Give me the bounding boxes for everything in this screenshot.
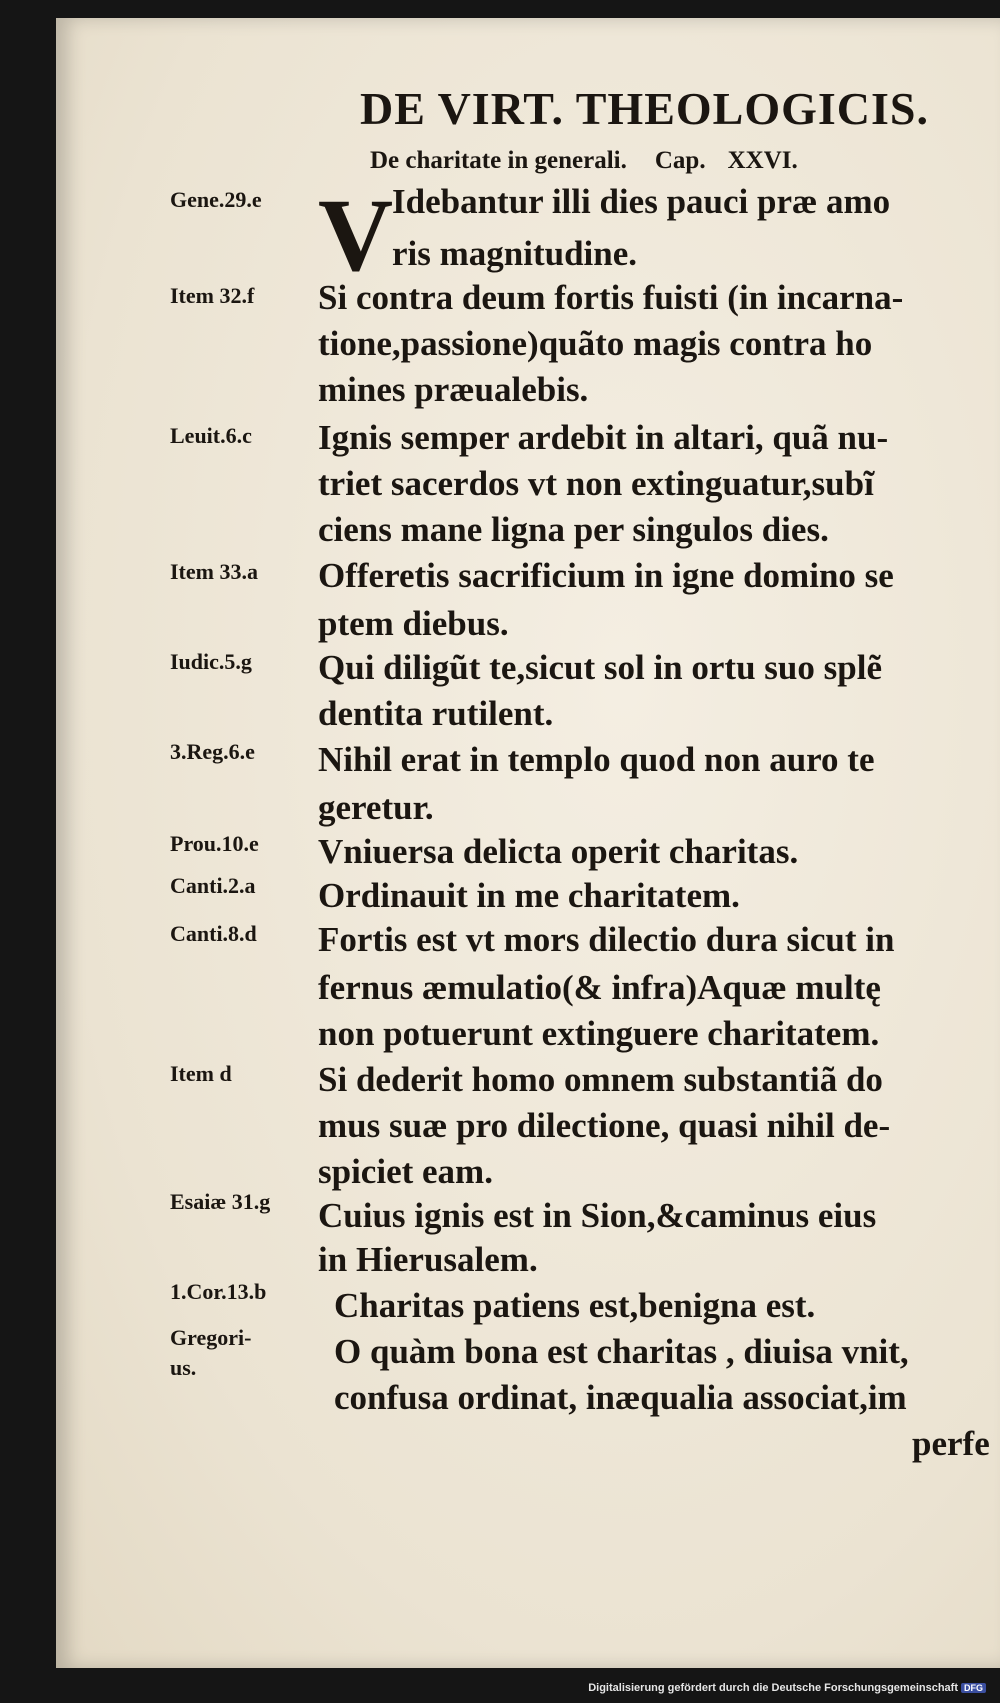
chapter-label: Cap. xyxy=(654,147,706,174)
margin-ref: Item 33.a xyxy=(170,559,258,584)
text-line: Idebantur illi dies pauci præ amo xyxy=(392,182,891,221)
margin-ref: Item 32.f xyxy=(170,283,255,308)
margin-ref: Canti.2.a xyxy=(170,873,256,898)
running-title: DE VIRT. THEOLOGICIS. xyxy=(360,83,930,134)
margin-ref: Leuit.6.c xyxy=(170,423,252,448)
text-line: Nihil erat in templo quod non auro te xyxy=(318,740,875,779)
text-line: Charitas patiens est,benigna est. xyxy=(334,1286,816,1325)
text-line: fernus æmulatio(& infra)Aquæ multę xyxy=(318,968,881,1007)
text-line: triet sacerdos vt non extinguatur,subĩ xyxy=(318,464,874,503)
text-line: ciens mane ligna per singulos dies. xyxy=(318,510,829,549)
catchword: perfe xyxy=(912,1424,990,1463)
text-line: Fortis est vt mors dilectio dura sicut in xyxy=(318,920,895,959)
text-line: confusa ordinat, inæqualia associat,im xyxy=(334,1378,907,1417)
text-line: Ignis semper ardebit in altari, quã nu- xyxy=(318,418,889,457)
margin-ref: Gene.29.e xyxy=(170,187,262,212)
text-line: Vniuersa delicta operit charitas. xyxy=(318,832,799,871)
text-line: geretur. xyxy=(318,788,434,827)
text-line: tione,passione)quãto magis contra ho xyxy=(318,324,873,363)
text-line: Si contra deum fortis fuisti (in incarna- xyxy=(318,278,904,317)
chapter-title: De charitate in generali. xyxy=(370,147,627,174)
text-line: ptem diebus. xyxy=(318,604,509,643)
chapter-number: XXVI. xyxy=(727,147,798,174)
margin-ref: Iudic.5.g xyxy=(170,649,252,674)
digitization-credit xyxy=(588,1682,986,1694)
chapter-heading xyxy=(370,147,798,175)
margin-ref: Gregori- xyxy=(170,1325,252,1350)
dfg-logo: DFG xyxy=(961,1683,986,1693)
text-line: mus suæ pro dilectione, quasi nihil de- xyxy=(318,1106,891,1145)
drop-cap: V xyxy=(318,178,394,293)
margin-ref: us. xyxy=(170,1355,197,1380)
credit-text: Digitalisierung gefördert durch die Deutsche Forschungsgemeinschaft xyxy=(588,1682,958,1694)
text-line: in Hierusalem. xyxy=(318,1240,538,1279)
text-line: Si dederit homo omnem substantiã do xyxy=(318,1060,883,1099)
margin-ref: Esaiæ 31.g xyxy=(170,1189,271,1214)
text-line: ris magnitudine. xyxy=(392,234,638,273)
margin-ref: 3.Reg.6.e xyxy=(170,739,255,764)
margin-ref: Item d xyxy=(170,1061,232,1086)
text-line: Qui diligũt te,sicut sol in ortu suo splẽ xyxy=(318,648,882,687)
text-line: Offeretis sacrificium in igne domino se xyxy=(318,556,894,595)
margin-ref: Canti.8.d xyxy=(170,921,257,946)
text-line: dentita rutilent. xyxy=(318,694,554,733)
text-line: Cuius ignis est in Sion,&caminus eius xyxy=(318,1196,877,1235)
text-line: O quàm bona est charitas , diuisa vnit, xyxy=(334,1332,909,1371)
margin-ref: 1.Cor.13.b xyxy=(170,1279,267,1304)
text-line: spiciet eam. xyxy=(318,1152,493,1191)
text-line: mines præualebis. xyxy=(318,370,589,409)
text-line: Ordinauit in me charitatem. xyxy=(318,876,740,915)
margin-ref: Prou.10.e xyxy=(170,831,259,856)
text-line: non potuerunt extinguere charitatem. xyxy=(318,1014,880,1053)
